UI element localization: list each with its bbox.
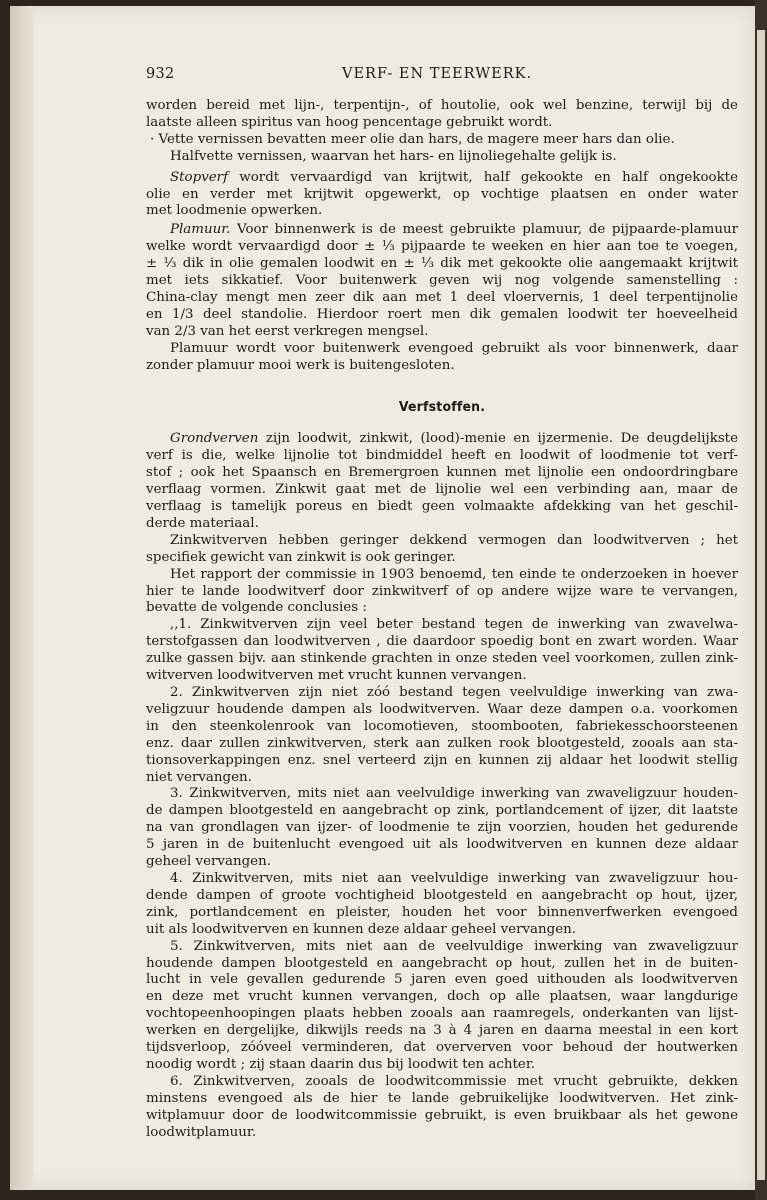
stopverf-paragraph	[146, 170, 738, 221]
plamuur-paragraph	[146, 222, 738, 374]
running-header	[146, 60, 738, 86]
text-line: van 2/3 van het eerst verkregen mengsel.	[146, 323, 429, 339]
conclusion-5	[146, 939, 738, 1074]
text-line: zulke gassen bijv. aan stinkende grachten in onze steden veel voorkomen, zullen zink-	[146, 651, 738, 667]
text-line: loodwitplamuur.	[146, 1124, 257, 1140]
text-line: uit als loodwitverven en kunnen deze aldaar geheel vervangen.	[146, 921, 577, 937]
text-line: verf is die, welke lijnolie tot bindmiddel heeft en loodwit of loodmenie tot verf-	[146, 448, 738, 464]
text-line: derde materiaal.	[146, 515, 259, 531]
plamuur-term: Plamuur.	[170, 222, 231, 238]
text-line: verflaag vormen. Zinkwit gaat met de lijnolie wel een verbinding aan, maar de	[146, 482, 738, 498]
text-line: de dampen blootgesteld en aangebracht op zink, portlandcement of ijzer, dit laatste	[146, 803, 738, 819]
text-line: en deze met vrucht kunnen vervangen, doch op alle plaatsen, waar langdurige	[146, 989, 738, 1005]
page-content	[146, 60, 738, 1141]
text-line: tionsoverkappingen enz. snel verteerd zijn en kunnen zij aldaar het loodwit stellig	[146, 752, 738, 768]
text-line: ± ⅓ dik in olie gemalen loodwit en ± ⅓ dik met gekookte olie aangemaakt krijtwit	[146, 256, 738, 272]
text-line: specifiek gewicht van zinkwit is ook geringer.	[146, 549, 456, 565]
text-line: welke wordt vervaardigd door ± ⅓ pijpaarde te weeken en hier aan toe te voegen,	[146, 239, 738, 255]
text-line: 4. Zinkwitverven, mits niet aan veelvuldige inwerking van zwaveligzuur hou-	[170, 870, 738, 886]
text-line: olie en verder met krijtwit opgewerkt, op vochtige plaatsen en onder water	[146, 186, 738, 202]
page-number: 932	[146, 66, 175, 82]
text-line: ,,1. Zinkwitverven zijn veel beter bestand tegen de inwerking van zwavelwa-	[170, 617, 738, 633]
text-line: zink, portlandcement en pleister, houden het voor binnenverfwerken evengoed	[146, 904, 738, 920]
rapport-paragraph	[146, 567, 738, 618]
text-line: Grondverven zijn loodwit, zinkwit, (lood)-menie en ijzermenie. De deugdelijkste	[170, 431, 738, 447]
text-line: werken en dergelijke, dikwijls reeds na 3 à 4 jaren en daarna meestal in een kort	[146, 1023, 738, 1039]
text-line: witverven loodwitverven met vrucht kunnen vervangen.	[146, 668, 527, 684]
text-line: bevatte de volgende conclusies :	[146, 600, 367, 616]
grondverven-term: Grondverven	[170, 431, 259, 447]
text-line: Stopverf wordt vervaardigd van krijtwit, half gekookte en half ongekookte	[170, 169, 738, 185]
text-line: hier te lande loodwitverf door zinkwitverf of op andere wijze ware te vervangen,	[146, 583, 738, 599]
text-line: met loodmenie opwerken.	[146, 203, 323, 219]
text-line: 2. Zinkwitverven zijn niet zóó bestand tegen veelvuldige inwerking van zwa-	[170, 685, 738, 700]
text-line: zonder plamuur mooi werk is buitengesloten.	[146, 357, 455, 373]
text-line: Zinkwitverven hebben geringer dekkend vermogen dan loodwitverven ; het	[170, 532, 738, 548]
grondverven-paragraph	[146, 431, 738, 532]
text-line: lucht in vele gevallen gedurende 5 jaren even goed uithouden als loodwitverven	[146, 972, 738, 988]
text-line: Halfvette vernissen, waarvan het hars- en lijnoliegehalte gelijk is.	[170, 148, 617, 164]
text-line: dende dampen of groote vochtigheid blootgesteld en aangebracht op hout, ijzer,	[146, 887, 738, 903]
text-line: 3. Zinkwitverven, mits niet aan veelvuldige inwerking van zwaveligzuur houden-	[170, 786, 738, 802]
conclusion-4	[146, 871, 738, 939]
text-line: laatste alleen spiritus van hoog pencentage gebruikt wordt.	[146, 114, 553, 130]
text-line: stof ; ook het Spaansch en Bremergroen kunnen met lijnolie een ondoordringbare	[146, 465, 738, 481]
conclusion-6	[146, 1074, 738, 1142]
text-line: Plamuur wordt voor buitenwerk evengoed gebruikt als voor binnenwerk, daar	[170, 340, 738, 356]
adjacent-page-edge	[755, 0, 767, 1200]
text-line: in den steenkolenrook van locomotieven, stoombooten, fabriekesschoorsteenen	[146, 718, 738, 734]
page-gutter-shadow	[10, 6, 34, 1190]
text-line: veligzuur houdende dampen als loodwitverven. Waar deze dampen o.a. voorkomen	[146, 701, 738, 717]
text-line: Het rapport der commissie in 1903 benoemd, ten einde te onderzoeken in hoever	[170, 566, 738, 582]
zinkwit-paragraph	[146, 533, 738, 567]
stopverf-term: Stopverf	[170, 169, 229, 185]
conclusion-1	[146, 617, 738, 685]
text-line: 5 jaren in de buitenlucht evengoed uit als loodwitverven en kunnen deze aldaar	[146, 837, 738, 853]
text-line: Plamuur. Voor binnenwerk is de meest gebruikte plamuur, de pijpaarde-plamuur	[170, 222, 738, 238]
intro-paragraph	[146, 98, 738, 166]
text-line: met iets sikkatief. Voor buitenwerk geven wij nog volgende samenstelling :	[146, 273, 738, 289]
text-line: tijdsverloop, zóóveel verminderen, dat oververven voor behoud der houtwerken	[146, 1040, 738, 1056]
text-line: noodig wordt ; zij staan daarin dus bij loodwit ten achter.	[146, 1056, 536, 1072]
text-line: 6. Zinkwitverven, zooals de loodwitcommissie met vrucht gebruikte, dekken	[170, 1073, 738, 1089]
conclusion-3	[146, 786, 738, 871]
conclusion-2	[146, 685, 738, 786]
text-line: niet vervangen.	[146, 769, 252, 785]
running-title: VERF- EN TEERWERK.	[342, 66, 533, 82]
text-line: 5. Zinkwitverven, mits niet aan de veelvuldige inwerking van zwaveligzuur	[170, 938, 738, 954]
text-line: witplamuur door de loodwitcommissie gebruikt, is even bruikbaar als het gewone	[146, 1107, 738, 1123]
text-line: en 1/3 deel standolie. Hierdoor roert men dik gemalen loodwit ter hoeveelheid	[146, 306, 738, 322]
text-line: minstens evengoed als de hier te lande gebruikelijke loodwitverven. Het zink-	[146, 1090, 738, 1106]
text-line: China-clay mengt men zeer dik aan met 1 deel vloervernis, 1 deel terpentijnolie	[146, 289, 738, 305]
text-line: verflaag is tamelijk poreus en biedt geen volmaakte afdekking van het geschil-	[146, 499, 738, 515]
text-line: · Vette vernissen bevatten meer olie dan hars, de magere meer hars dan olie.	[150, 131, 675, 147]
text-line: na van grondlagen van ijzer- of loodmenie te zijn voorzien, houden het gedurende	[146, 820, 738, 836]
text-line: vochtopeenhoopingen plaats hebben zooals aan raamregels, onderkanten van lijst-	[146, 1006, 738, 1022]
text-line: houdende dampen blootgesteld en aangebracht op hout, zullen het in de buiten-	[146, 955, 738, 971]
text-line: geheel vervangen.	[146, 854, 271, 870]
text-line: enz. daar zullen zinkwitverven, sterk aan zulken rook blootgesteld, zooals aan sta-	[146, 735, 738, 751]
text-line: terstofgassen dan loodwitverven , die daardoor spoedig bont en zwart worden. Waar	[146, 634, 738, 650]
text-line: worden bereid met lijn-, terpentijn-, of houtolie, ook wel benzine, terwijl bij de	[146, 98, 738, 113]
section-heading: Verfstoffen.	[398, 398, 486, 415]
